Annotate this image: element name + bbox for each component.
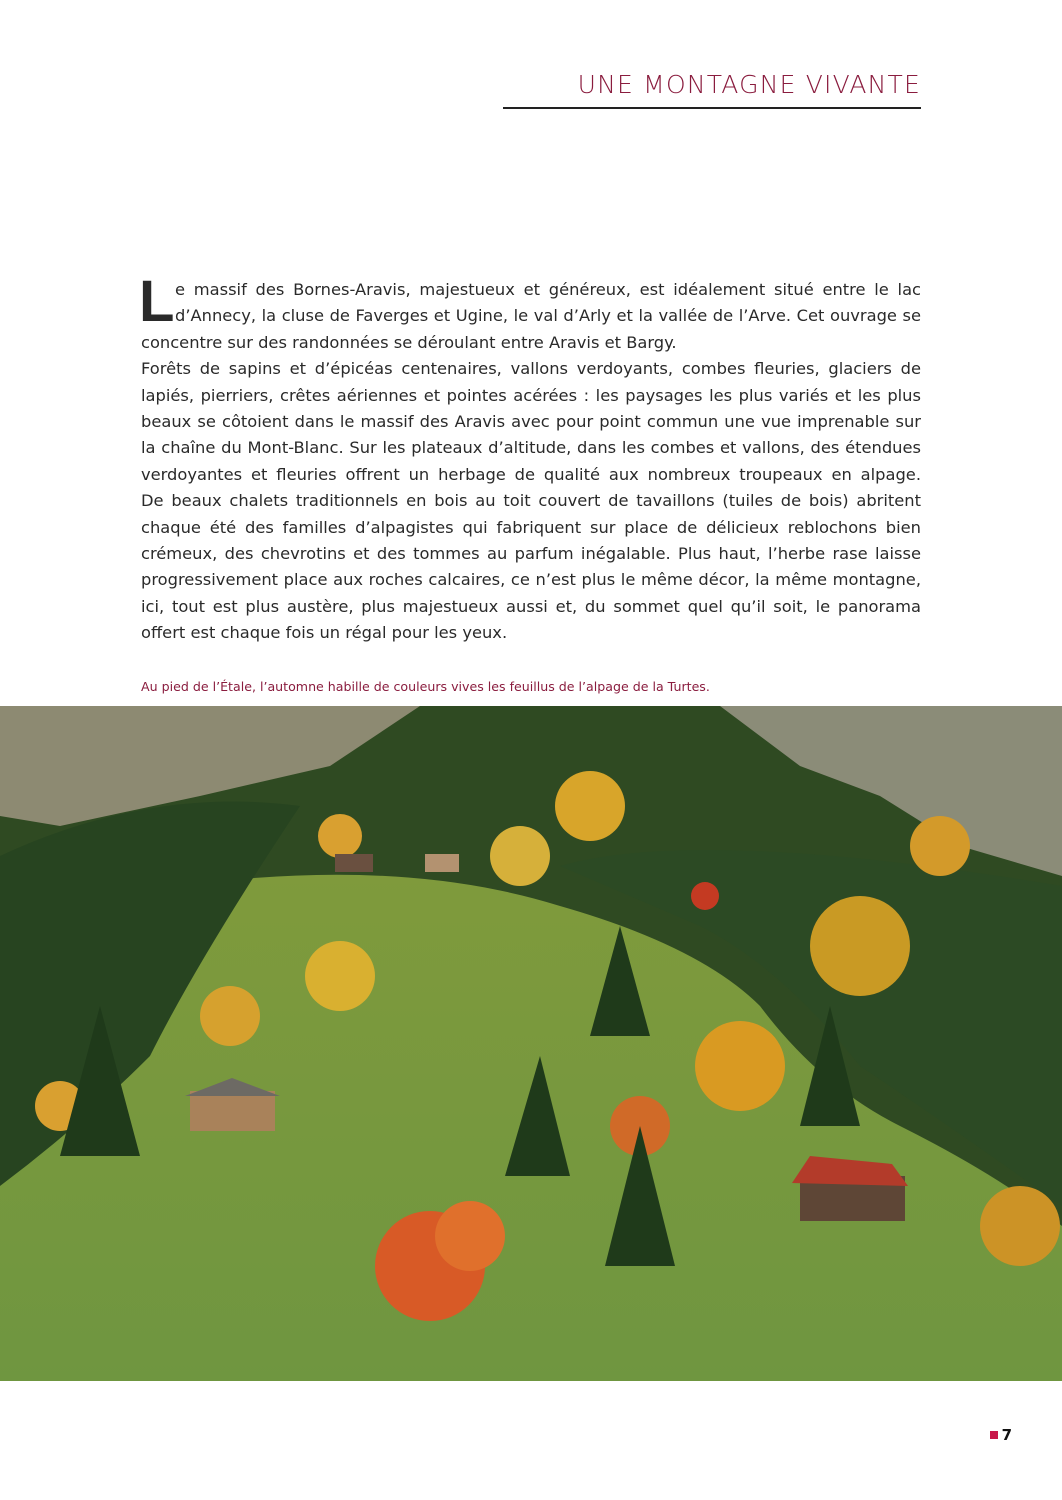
- text-line: la chaîne du Mont-Blanc. Sur les plateaux d’altitude, dans les combes et vallons, des étendues: [141, 438, 921, 458]
- folio-marker-icon: [990, 1431, 998, 1439]
- page-number: [990, 1426, 1012, 1444]
- chapter-title: UNE MONTAGNE VIVANTE: [577, 70, 921, 99]
- text-line: offert est chaque fois un régal pour les yeux.: [141, 623, 508, 643]
- text-line: ici, tout est plus austère, plus majestueux aussi et, du sommet quel qu’il soit, le panorama: [141, 596, 921, 616]
- text-line: beaux se côtoient dans le massif des Aravis avec pour point commun une vue imprenable sur: [141, 412, 921, 432]
- text-line: concentre sur des randonnées se déroulant entre Aravis et Bargy.: [141, 332, 677, 352]
- photo-caption: Au pied de l’Étale, l’automne habille de couleurs vives les feuillus de l’alpage de la Turtes.: [141, 679, 710, 694]
- text-line: Forêts de sapins et d’épicéas centenaires, vallons verdoyants, combes fleuries, glaciers de: [141, 359, 921, 379]
- text-line: chaque été des familles d’alpagistes qui fabriquent sur place de délicieux reblochons bien: [141, 517, 921, 537]
- title-rule: [503, 107, 921, 109]
- text-line: De beaux chalets traditionnels en bois au toit couvert de tavaillons (tuiles de bois) abritent: [141, 491, 921, 511]
- text-line: verdoyantes et fleuries offrent un herbage de qualité aux nombreux troupeaux en alpage.: [141, 464, 921, 484]
- text-line: progressivement place aux roches calcaires, ce n’est plus le même décor, la même montagne,: [141, 570, 921, 590]
- landscape-photo: [0, 706, 1062, 1381]
- text-line: crémeux, des chevrotins et des tommes au parfum inégalable. Plus haut, l’herbe rase laisse: [141, 544, 921, 564]
- drop-cap: L: [139, 269, 175, 334]
- text-line: d’Annecy, la cluse de Faverges et Ugine, le val d’Arly et la vallée de l’Arve. Cet ouvrage se: [175, 306, 921, 326]
- page-number-text: 7: [1001, 1426, 1012, 1444]
- text-line: lapiés, pierriers, crêtes aériennes et pointes acérées : les paysages les plus variés et les plus: [141, 385, 921, 405]
- text-line: e massif des Bornes-Aravis, majestueux et généreux, est idéalement situé entre le lac: [175, 280, 921, 299]
- body-text: [139, 269, 921, 647]
